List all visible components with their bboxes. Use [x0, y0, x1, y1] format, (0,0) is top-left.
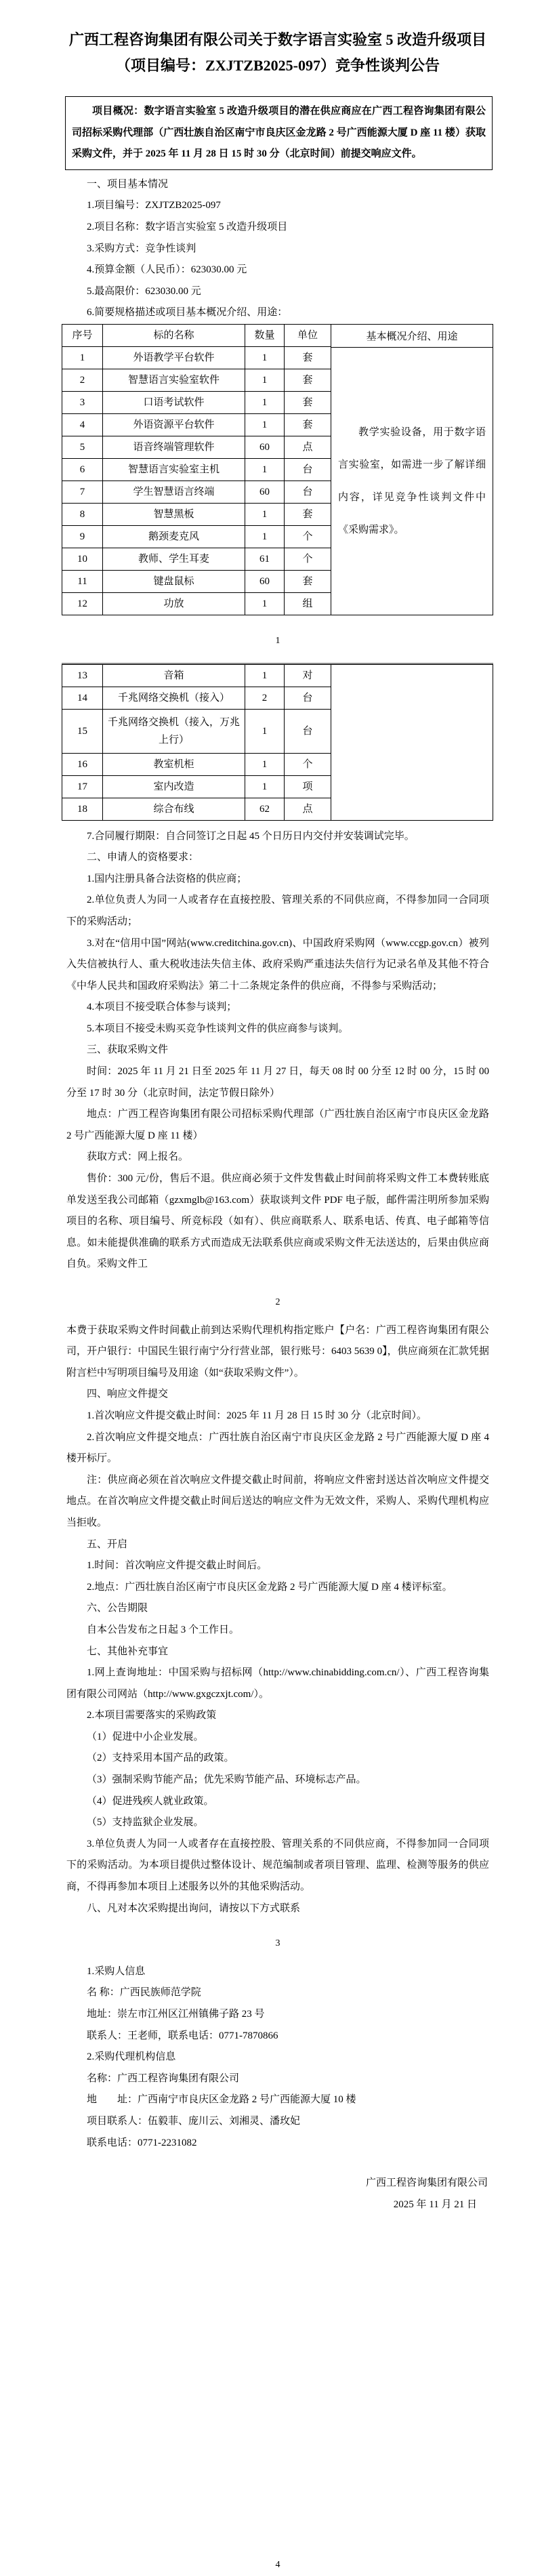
- basic-info-items: [66, 195, 489, 324]
- cell-qty: 60: [245, 436, 285, 458]
- cell-name: 外语教学平台软件: [103, 346, 245, 369]
- cell-unit: 点: [285, 436, 331, 458]
- paragraph: 1.时间：首次响应文件提交截止时间后。: [87, 1560, 268, 1572]
- cell-name: 音箱: [103, 664, 245, 687]
- goods-table-page1: [62, 324, 493, 615]
- cell-unit: 台: [285, 481, 331, 503]
- cell-qty: 1: [245, 775, 285, 798]
- paragraph: 名称：广西工程咨询集团有限公司: [87, 2072, 240, 2084]
- cell-no: 17: [62, 775, 103, 798]
- merged-description-text: 教学实验设备，用于数字语言实验室，如需进一步了解详细内容，详见竞争性谈判文件中《采购需求》。: [338, 426, 486, 535]
- cell-no: 18: [62, 798, 103, 820]
- paragraph: 三、获取采购文件: [87, 1044, 169, 1056]
- cell-no: 7: [62, 481, 103, 503]
- document-title: [66, 0, 489, 79]
- project-overview-box: 项目概况：数字语言实验室 5 改造升级项目的潜在供应商应在广西工程咨询集团有限公司招标采购代理部（广西壮族自治区南宁市良庆区金龙路 2 号广西能源大厦 D 座 11 楼）获取采购文件，并于 2025 年 11 月 28 日 15 时 30 分（北京时间）前提交响应文件。: [65, 96, 493, 170]
- cell-name: 千兆网络交换机（接入）: [103, 687, 245, 709]
- cell-unit: 套: [285, 413, 331, 436]
- signature-block: [66, 2173, 489, 2215]
- cell-no: 2: [62, 369, 103, 391]
- cell-unit: 套: [285, 503, 331, 525]
- paragraph: 时间：2025 年 11 月 21 日至 2025 年 11 月 27 日，每天 08 时 00 分至 12 时 00 分，15 时 00 分至 17 时 30 分（北京时间，法定节假日除外）: [66, 1066, 489, 1099]
- paragraph: 3.单位负责人为同一人或者存在直接控股、管理关系的不同供应商，不得参加同一合同项下的采购活动。为本项目提供过整体设计、规范编制或者项目管理、监理、检测等服务的供应商，不得再参加本项目上述服务以外的其他采购活动。: [66, 1838, 489, 1893]
- cell-unit: 套: [285, 369, 331, 391]
- table-row: [62, 369, 331, 391]
- paragraph: 联系电话：0771-2231082: [87, 2137, 197, 2148]
- paragraph: 五、开启: [87, 1538, 128, 1550]
- cell-unit: 个: [285, 753, 331, 775]
- cell-unit: 点: [285, 798, 331, 820]
- cell-name: 键盘鼠标: [103, 570, 245, 592]
- paragraph: 2.项目名称：数字语言实验室 5 改造升级项目: [87, 221, 288, 232]
- cell-unit: 套: [285, 570, 331, 592]
- paragraph: 1.网上查询地址：中国采购与招标网（http://www.chinabidding.com.cn/）、广西工程咨询集团有限公司网站（http://www.gxgczxjt.com/）。: [66, 1667, 489, 1700]
- cell-qty: 2: [245, 687, 285, 709]
- cell-no: 10: [62, 548, 103, 570]
- paragraph: 5.最高限价：623030.00 元: [87, 285, 201, 297]
- table-row: [62, 436, 331, 458]
- body-text-page3: [66, 1320, 489, 1920]
- cell-unit: 个: [285, 525, 331, 548]
- cell-qty: 61: [245, 548, 285, 570]
- paragraph: 名 称：广西民族师范学院: [87, 1987, 201, 1999]
- cell-unit: 套: [285, 346, 331, 369]
- cell-qty: 1: [245, 709, 285, 753]
- table-row: [62, 570, 331, 592]
- paragraph: （2）支持采用本国产品的政策。: [87, 1753, 234, 1764]
- paragraph: 本费于获取采购文件时间截止前到达采购代理机构指定账户【户名：广西工程咨询集团有限公司，开户银行：中国民生银行南宁分行营业部，银行账号：6403 5639 0】，供应商须在汇款凭据附言栏中写明项目编号及用途（如“获取采购文件”）。: [66, 1324, 489, 1378]
- cell-name: 学生智慧语言终端: [103, 481, 245, 503]
- column-header-description: 基本概况介绍、用途: [331, 325, 493, 348]
- table-row: [62, 687, 331, 709]
- document-title-line2: （项目编号：ZXJTZB2025-097）竞争性谈判公告: [116, 57, 440, 74]
- paragraph: 项目联系人：伍毅菲、庞川云、刘湘灵、潘玫妃: [87, 2115, 301, 2127]
- merged-description-cell-empty: [331, 665, 493, 820]
- paragraph: 六、公告期限: [87, 1603, 148, 1614]
- table-row: [62, 525, 331, 548]
- cell-name: 语音终端管理软件: [103, 436, 245, 458]
- paragraph: 1.采购人信息: [87, 1965, 146, 1977]
- paragraph: （5）支持监狱企业发展。: [87, 1817, 204, 1828]
- paragraph: 自本公告发布之日起 3 个工作日。: [87, 1624, 240, 1635]
- cell-name: 智慧语言实验室软件: [103, 369, 245, 391]
- paragraph: 2.采购代理机构信息: [87, 2051, 176, 2063]
- cell-no: 6: [62, 458, 103, 481]
- page-number-1: 1: [275, 635, 280, 646]
- table-row: [62, 503, 331, 525]
- signature-date: 2025 年 11 月 21 日: [393, 2199, 477, 2210]
- cell-no: 14: [62, 687, 103, 709]
- table-row: [62, 413, 331, 436]
- paragraph: （3）强制采购节能产品；优先采购节能产品、环境标志产品。: [87, 1774, 367, 1786]
- cell-no: 15: [62, 709, 103, 753]
- cell-name: 智慧语言实验室主机: [103, 458, 245, 481]
- cell-name: 教师、学生耳麦: [103, 548, 245, 570]
- page-number-2: 2: [275, 1297, 280, 1307]
- cell-qty: 1: [245, 346, 285, 369]
- cell-name: 功放: [103, 592, 245, 615]
- paragraph: 七、其他补充事宜: [87, 1645, 169, 1657]
- table-row: [62, 775, 331, 798]
- cell-no: 16: [62, 753, 103, 775]
- paragraph: 联系人：王老师，联系电话：0771-7870866: [87, 2030, 278, 2041]
- paragraph: 1.首次响应文件提交截止时间：2025 年 11 月 28 日 15 时 30 分（北京时间）。: [87, 1410, 427, 1421]
- paragraph: 售价：300 元/份，售后不退。供应商必须于文件发售截止时间前将采购文件工本费转账底单发送至我公司邮箱（gzxmglb@163.com）获取谈判文件 PDF 电子版，邮件需注明所参加采购项目的名称、项目编号、所竞标段（如有）、供应商联系人、联系电话、传真、电子邮箱等信息。如未能提供准确的联系方式而造成无法联系供应商或采购文件无法送达的，后果由供应商自负。采购文件工: [66, 1173, 489, 1270]
- cell-qty: 1: [245, 503, 285, 525]
- signature-company: 广西工程咨询集团有限公司: [365, 2178, 488, 2189]
- cell-qty: 60: [245, 570, 285, 592]
- cell-no: 11: [62, 570, 103, 592]
- paragraph: 5.本项目不接受未购买竞争性谈判文件的供应商参与谈判。: [87, 1023, 349, 1034]
- paragraph: 地址：崇左市江州区江州镇佛子路 23 号: [87, 2009, 265, 2020]
- paragraph: 4.预算金额（人民币）：623030.00 元: [87, 264, 247, 276]
- paragraph: 6.简要规格描述或项目基本概况介绍、用途：: [87, 307, 288, 319]
- cell-qty: 1: [245, 413, 285, 436]
- cell-unit: 套: [285, 391, 331, 413]
- paragraph: 1.项目编号：ZXJTZB2025-097: [87, 200, 221, 211]
- cell-qty: 60: [245, 481, 285, 503]
- column-header-unit: 单位: [285, 324, 331, 346]
- cell-name: 千兆网络交换机（接入，万兆上行）: [103, 709, 245, 753]
- table-row: [62, 346, 331, 369]
- table-row: [62, 481, 331, 503]
- cell-no: 4: [62, 413, 103, 436]
- body-text-page2: [66, 826, 489, 1275]
- page-number-4: 4: [275, 2560, 280, 2571]
- table-row: [62, 592, 331, 615]
- paragraph: 地 址：广西南宁市良庆区金龙路 2 号广西能源大厦 10 楼: [87, 2094, 356, 2106]
- table-row: [62, 753, 331, 775]
- table-row: [62, 458, 331, 481]
- paragraph: （1）促进中小企业发展。: [87, 1731, 204, 1742]
- cell-no: 3: [62, 391, 103, 413]
- cell-qty: 1: [245, 391, 285, 413]
- cell-qty: 1: [245, 753, 285, 775]
- paragraph: 获取方式：网上报名。: [87, 1151, 189, 1163]
- merged-description-cell: [331, 348, 493, 615]
- cell-name: 室内改造: [103, 775, 245, 798]
- paragraph: 7.合同履行期限：自合同签订之日起 45 个日历日内交付并安装调试完毕。: [87, 830, 415, 842]
- table-row: [62, 798, 331, 820]
- cell-qty: 1: [245, 458, 285, 481]
- paragraph: 八、凡对本次采购提出询问，请按以下方式联系: [87, 1902, 301, 1914]
- cell-name: 智慧黑板: [103, 503, 245, 525]
- paragraph: 2.单位负责人为同一人或者存在直接控股、管理关系的不同供应商，不得参加同一合同项下的采购活动；: [66, 895, 489, 927]
- goods-table-page2: [62, 663, 493, 821]
- table-row: [62, 391, 331, 413]
- document-title-line1: 广西工程咨询集团有限公司关于数字语言实验室 5 改造升级项目: [68, 31, 486, 48]
- cell-unit: 对: [285, 664, 331, 687]
- paragraph: 注：供应商必须在首次响应文件提交截止时间前，将响应文件密封送达首次响应文件提交地点。在首次响应文件提交截止时间后送达的响应文件为无效文件，采购人、采购代理机构应当拒收。: [66, 1474, 489, 1528]
- paragraph: 2.首次响应文件提交地点：广西壮族自治区南宁市良庆区金龙路 2 号广西能源大厦 D 座 4 楼开标厅。: [66, 1431, 489, 1465]
- paragraph: 二、申请人的资格要求：: [87, 852, 199, 863]
- cell-qty: 1: [245, 664, 285, 687]
- description-column: [331, 324, 493, 615]
- column-header-no: 序号: [62, 324, 103, 346]
- body-text-page4: [66, 1961, 489, 2154]
- table-row: [62, 709, 331, 753]
- paragraph: （4）促进残疾人就业政策。: [87, 1795, 214, 1807]
- section-heading-basic-info: 一、项目基本情况: [87, 178, 169, 190]
- cell-name: 外语资源平台软件: [103, 413, 245, 436]
- cell-no: 12: [62, 592, 103, 615]
- cell-no: 1: [62, 346, 103, 369]
- cell-name: 鹅颈麦克风: [103, 525, 245, 548]
- paragraph: 四、响应文件提交: [87, 1389, 169, 1400]
- page-number-3: 3: [275, 1938, 280, 1949]
- cell-qty: 1: [245, 369, 285, 391]
- cell-name: 口语考试软件: [103, 391, 245, 413]
- cell-qty: 62: [245, 798, 285, 820]
- goods-table: [62, 324, 331, 615]
- cell-qty: 1: [245, 525, 285, 548]
- cell-unit: 个: [285, 548, 331, 570]
- cell-unit: 台: [285, 709, 331, 753]
- column-header-qty: 数量: [245, 324, 285, 346]
- cell-no: 9: [62, 525, 103, 548]
- paragraph: 3.对在“信用中国”网站(www.creditchina.gov.cn)、中国政府采购网（www.ccgp.gov.cn）被列入失信被执行人、重大税收违法失信主体、政府采购严重违法失信行为记录名单及其他不符合《中华人民共和国政府采购法》第二十二条规定条件的供应商，不得参与采购活动；: [66, 937, 489, 991]
- description-column-empty: [331, 664, 493, 821]
- paragraph: 2.本项目需要落实的采购政策: [87, 1710, 217, 1721]
- cell-unit: 台: [285, 458, 331, 481]
- cell-name: 教室机柜: [103, 753, 245, 775]
- cell-no: 5: [62, 436, 103, 458]
- cell-qty: 1: [245, 592, 285, 615]
- table-row: [62, 548, 331, 570]
- cell-unit: 项: [285, 775, 331, 798]
- cell-no: 13: [62, 664, 103, 687]
- cell-name: 综合布线: [103, 798, 245, 820]
- paragraph: 1.国内注册具备合法资格的供应商；: [87, 873, 247, 884]
- goods-table-header-row: [62, 324, 331, 346]
- paragraph: 地点：广西工程咨询集团有限公司招标采购代理部（广西壮族自治区南宁市良庆区金龙路 2 号广西能源大厦 D 座 11 楼）: [66, 1109, 489, 1141]
- goods-table-continuation: [62, 664, 331, 821]
- column-header-name: 标的名称: [103, 324, 245, 346]
- paragraph: 2.地点：广西壮族自治区南宁市良庆区金龙路 2 号广西能源大厦 D 座 4 楼评标室。: [87, 1581, 453, 1593]
- cell-no: 8: [62, 503, 103, 525]
- cell-unit: 组: [285, 592, 331, 615]
- paragraph: 3.采购方式：竞争性谈判: [87, 243, 196, 254]
- paragraph: 4.本项目不接受联合体参与谈判；: [87, 1002, 237, 1013]
- table-row: [62, 664, 331, 687]
- cell-unit: 台: [285, 687, 331, 709]
